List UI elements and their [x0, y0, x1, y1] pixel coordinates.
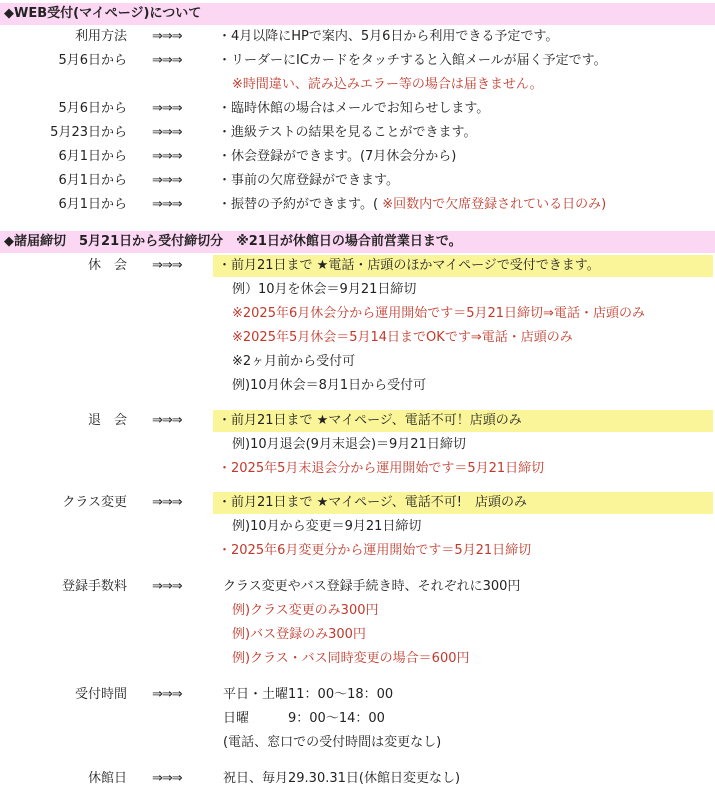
row-label: 休 会: [87, 258, 127, 273]
arrow-text: ⇒⇒⇒: [152, 687, 182, 702]
section-title: ◆諸届締切 5月21日から受付締切分 ※21日が休館日の場合前営業日まで。: [4, 234, 462, 249]
row-text: クラス変更やバス登録手続き時、それぞれに300円: [223, 579, 521, 594]
row-note: 例)クラス・バス同時変更の場合＝600円: [232, 651, 470, 666]
arrow-text: ⇒⇒⇒: [152, 173, 182, 188]
row-label: 5月6日から: [58, 53, 127, 68]
arrow-text: ⇒⇒⇒: [152, 53, 182, 68]
row-label: クラス変更: [62, 495, 127, 510]
row-note: ・2025年6月変更分から運用開始です＝5月21日締切: [218, 543, 532, 558]
row-label: 登録手数料: [61, 579, 127, 594]
fee-row: [0, 648, 715, 670]
info-row: [0, 74, 715, 96]
row-label: 6月1日から: [58, 197, 127, 212]
arrow-text: ⇒⇒⇒: [152, 258, 182, 273]
row-label: 休館日: [87, 771, 127, 786]
row-text: ・リーダーにICカードをタッチすると入館メールが届く予定です。: [218, 53, 607, 68]
kyukai-row: [0, 375, 715, 397]
row-text: ・前月21日まで ★電話・店頭のほかマイページで受付できます。: [218, 258, 600, 273]
fee-row: [0, 624, 715, 646]
kyukai-row: [0, 255, 715, 277]
kyukai-row: [0, 279, 715, 301]
row-text: ・前月21日まで ★マイページ、電話不可！店頭のみ: [218, 413, 522, 428]
row-text: 例)10月から変更＝9月21日締切: [232, 519, 422, 534]
taikai-row: [0, 434, 715, 456]
closed-row: [0, 768, 715, 790]
section-header-deadline: [0, 231, 715, 253]
arrow-text: ⇒⇒⇒: [152, 413, 182, 428]
row-text: ※2ヶ月前から受付可: [232, 354, 356, 369]
arrow-text: ⇒⇒⇒: [152, 101, 182, 116]
arrow-text: ⇒⇒⇒: [152, 29, 182, 44]
section-header-web: [0, 3, 715, 25]
section-title: ◆WEB受付(マイページ)について: [4, 6, 202, 21]
row-text: (電話、窓口での受付時間は変更なし): [223, 735, 442, 750]
arrow-text: ⇒⇒⇒: [152, 125, 182, 140]
kyukai-row: [0, 327, 715, 349]
row-note: 例)バス登録のみ300円: [232, 627, 366, 642]
row-text: [218, 194, 606, 216]
row-text: ・前月21日まで ★マイページ、電話不可! 店頭のみ: [218, 495, 527, 510]
arrow-text: ⇒⇒⇒: [152, 495, 182, 510]
row-text: 例)10月休会＝8月1日から受付可: [232, 378, 427, 393]
row-text: ・休会登録ができます。(7月休会分から): [218, 149, 457, 164]
row-note: ※時間違い、読み込みエラー等の場合は届きません。: [232, 77, 543, 92]
hours-row: [0, 732, 715, 754]
row-label: 退 会: [87, 413, 127, 428]
row-label: 受付時間: [74, 687, 127, 702]
info-row: [0, 26, 715, 48]
row-text: ・4月以降にHPで案内、5月6日から利用できる予定です。: [218, 29, 559, 44]
class-change-row: [0, 516, 715, 538]
row-text: 平日・土曜11：00～18：00: [223, 687, 394, 702]
row-label: 5月6日から: [58, 101, 127, 116]
taikai-row: [0, 458, 715, 480]
arrow-text: ⇒⇒⇒: [152, 771, 182, 786]
row-label: 6月1日から: [58, 173, 127, 188]
row-note: 例)クラス変更のみ300円: [232, 603, 379, 618]
info-row: [0, 194, 715, 216]
row-note: ※2025年5月休会＝5月14日までOKです⇒電話・店頭のみ: [232, 330, 573, 345]
row-label: 利用方法: [74, 29, 127, 44]
arrow-text: ⇒⇒⇒: [152, 149, 182, 164]
kyukai-row: [0, 351, 715, 373]
row-text-main: ・振替の予約ができます。(: [218, 197, 379, 212]
hours-row: [0, 708, 715, 730]
class-change-row: [0, 540, 715, 562]
taikai-row: [0, 410, 715, 432]
row-text: ・事前の欠席登録ができます。: [218, 173, 399, 188]
row-text: ・臨時休館の場合はメールでお知らせします。: [218, 101, 490, 116]
row-label: 6月1日から: [58, 149, 127, 164]
row-label: 5月23日から: [50, 125, 127, 140]
row-text: 例)10月退会(9月末退会)＝9月21日締切: [232, 437, 466, 452]
info-row: [0, 122, 715, 144]
class-change-row: [0, 492, 715, 514]
row-text: 祝日、毎月29.30.31日(休館日変更なし): [223, 771, 461, 786]
info-row: [0, 98, 715, 120]
row-text-note: ※回数内で欠席登録されている日のみ): [382, 197, 607, 212]
fee-row: [0, 600, 715, 622]
info-row: [0, 170, 715, 192]
arrow-text: ⇒⇒⇒: [152, 579, 182, 594]
row-text: 例）10月を休会＝9月21日締切: [232, 282, 417, 297]
hours-row: [0, 684, 715, 706]
info-row: [0, 146, 715, 168]
row-note: ・2025年5月末退会分から運用開始です＝5月21日締切: [218, 461, 545, 476]
row-note: ※2025年6月休会分から運用開始です＝5月21日締切⇒電話・店頭のみ: [232, 306, 645, 321]
kyukai-row: [0, 303, 715, 325]
row-text: ・進級テストの結果を見ることができます。: [218, 125, 477, 140]
arrow-text: ⇒⇒⇒: [152, 197, 182, 212]
fee-row: [0, 576, 715, 598]
info-row: [0, 50, 715, 72]
row-text: 日曜 9：00～14：00: [223, 711, 385, 726]
